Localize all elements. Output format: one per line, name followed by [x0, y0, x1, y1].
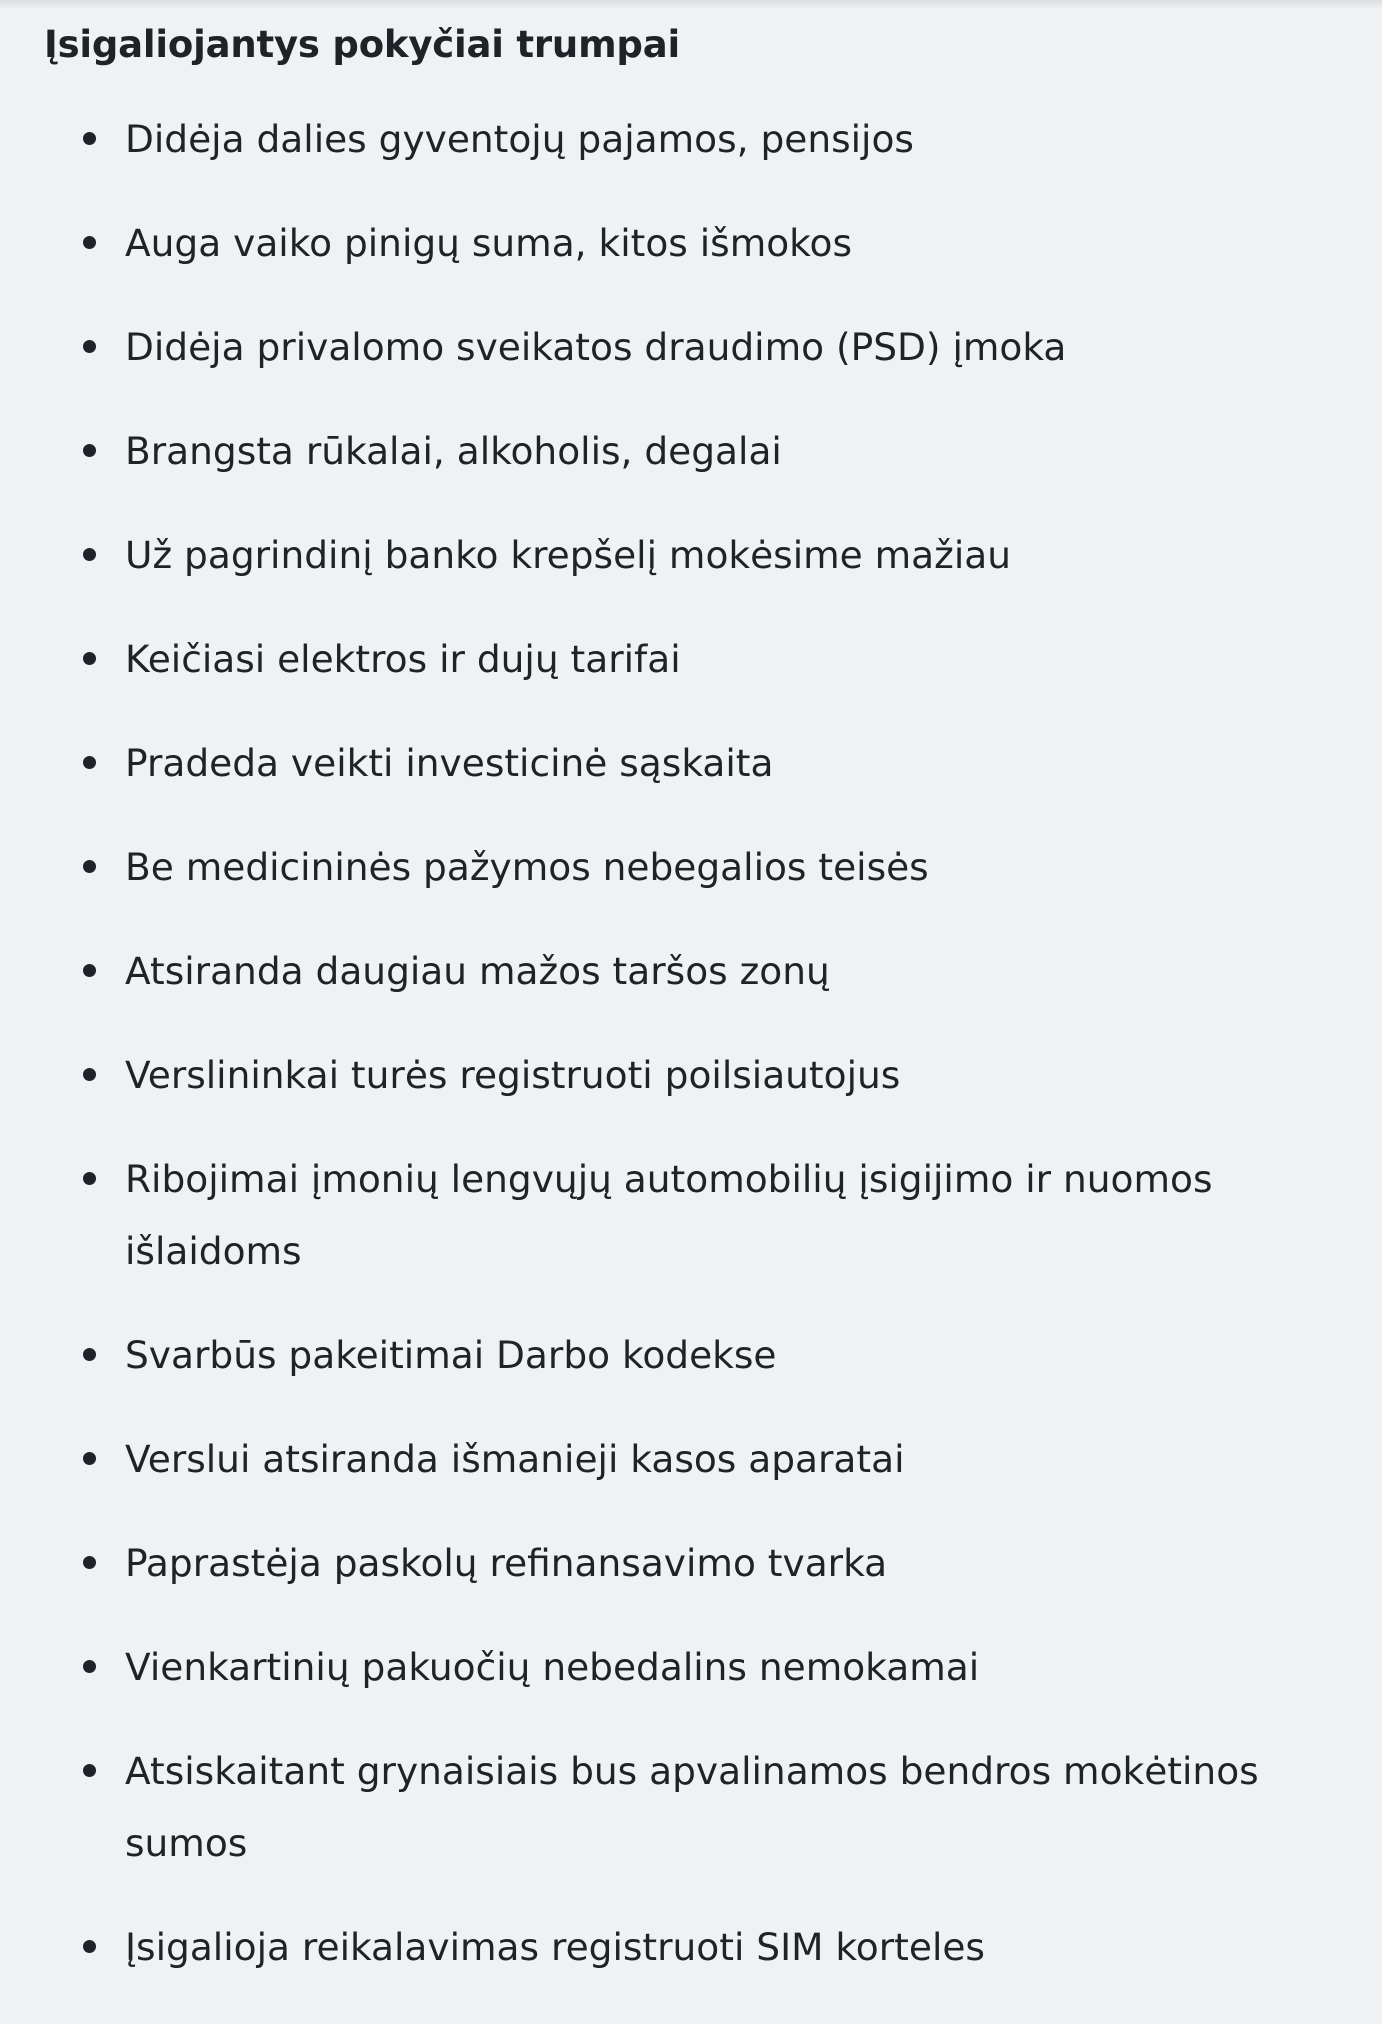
list-item-text: Ribojimai įmonių lengvųjų automobilių įsigijimo ir nuomos išlaidoms — [125, 1157, 1213, 1273]
list-item — [44, 1143, 1338, 1287]
bullet-icon — [83, 1764, 96, 1777]
list-item — [44, 207, 1338, 279]
list-item — [44, 1735, 1338, 1879]
bullet-icon — [83, 1452, 96, 1465]
list-item-text: Verslui atsiranda išmanieji kasos aparatai — [125, 1437, 905, 1481]
bullet-icon — [83, 1940, 96, 1953]
list-item-text: Vienkartinių pakuočių nebedalins nemokamai — [125, 1645, 980, 1689]
bullet-icon — [83, 756, 96, 769]
list-item — [44, 1631, 1338, 1703]
list-item — [44, 1527, 1338, 1599]
list-item — [44, 1319, 1338, 1391]
bullet-icon — [83, 1556, 96, 1569]
list-item-text: Didėja dalies gyventojų pajamos, pensijos — [125, 117, 914, 161]
list-item-text: Svarbūs pakeitimai Darbo kodekse — [125, 1333, 777, 1377]
bullet-icon — [83, 1068, 96, 1081]
changes-list — [44, 103, 1338, 1983]
list-item — [44, 623, 1338, 695]
bullet-icon — [83, 1348, 96, 1361]
list-item-text: Verslininkai turės registruoti poilsiautojus — [125, 1053, 901, 1097]
list-item-text: Atsiranda daugiau mažos taršos zonų — [125, 949, 830, 993]
list-item-text: Atsiskaitant grynaisiais bus apvalinamos bendros mokėtinos sumos — [125, 1749, 1259, 1865]
list-item — [44, 519, 1338, 591]
list-item — [44, 103, 1338, 175]
bullet-icon — [83, 860, 96, 873]
bullet-icon — [83, 444, 96, 457]
list-item — [44, 1039, 1338, 1111]
list-item-text: Už pagrindinį banko krepšelį mokėsime mažiau — [125, 533, 1012, 577]
list-item-text: Brangsta rūkalai, alkoholis, degalai — [125, 429, 782, 473]
list-item — [44, 415, 1338, 487]
bullet-icon — [83, 964, 96, 977]
list-item — [44, 311, 1338, 383]
list-item-text: Didėja privalomo sveikatos draudimo (PSD) įmoka — [125, 325, 1067, 369]
bullet-icon — [83, 548, 96, 561]
bullet-icon — [83, 652, 96, 665]
list-item-text: Auga vaiko pinigų suma, kitos išmokos — [125, 221, 853, 265]
list-item-text: Įsigalioja reikalavimas registruoti SIM korteles — [125, 1925, 985, 1969]
list-item — [44, 831, 1338, 903]
list-item-text: Be medicininės pažymos nebegalios teisės — [125, 845, 929, 889]
bullet-icon — [83, 1172, 96, 1185]
list-item — [44, 935, 1338, 1007]
bullet-icon — [83, 340, 96, 353]
list-item-text: Keičiasi elektros ir dujų tarifai — [125, 637, 681, 681]
bullet-icon — [83, 236, 96, 249]
list-item-text: Pradeda veikti investicinė sąskaita — [125, 741, 774, 785]
bullet-icon — [83, 1660, 96, 1673]
bullet-icon — [83, 132, 96, 145]
list-item — [44, 727, 1338, 799]
list-item-text: Paprastėja paskolų refinansavimo tvarka — [125, 1541, 888, 1585]
list-item — [44, 1911, 1338, 1983]
list-item — [44, 1423, 1338, 1495]
section-heading: Įsigaliojantys pokyčiai trumpai — [44, 23, 680, 66]
